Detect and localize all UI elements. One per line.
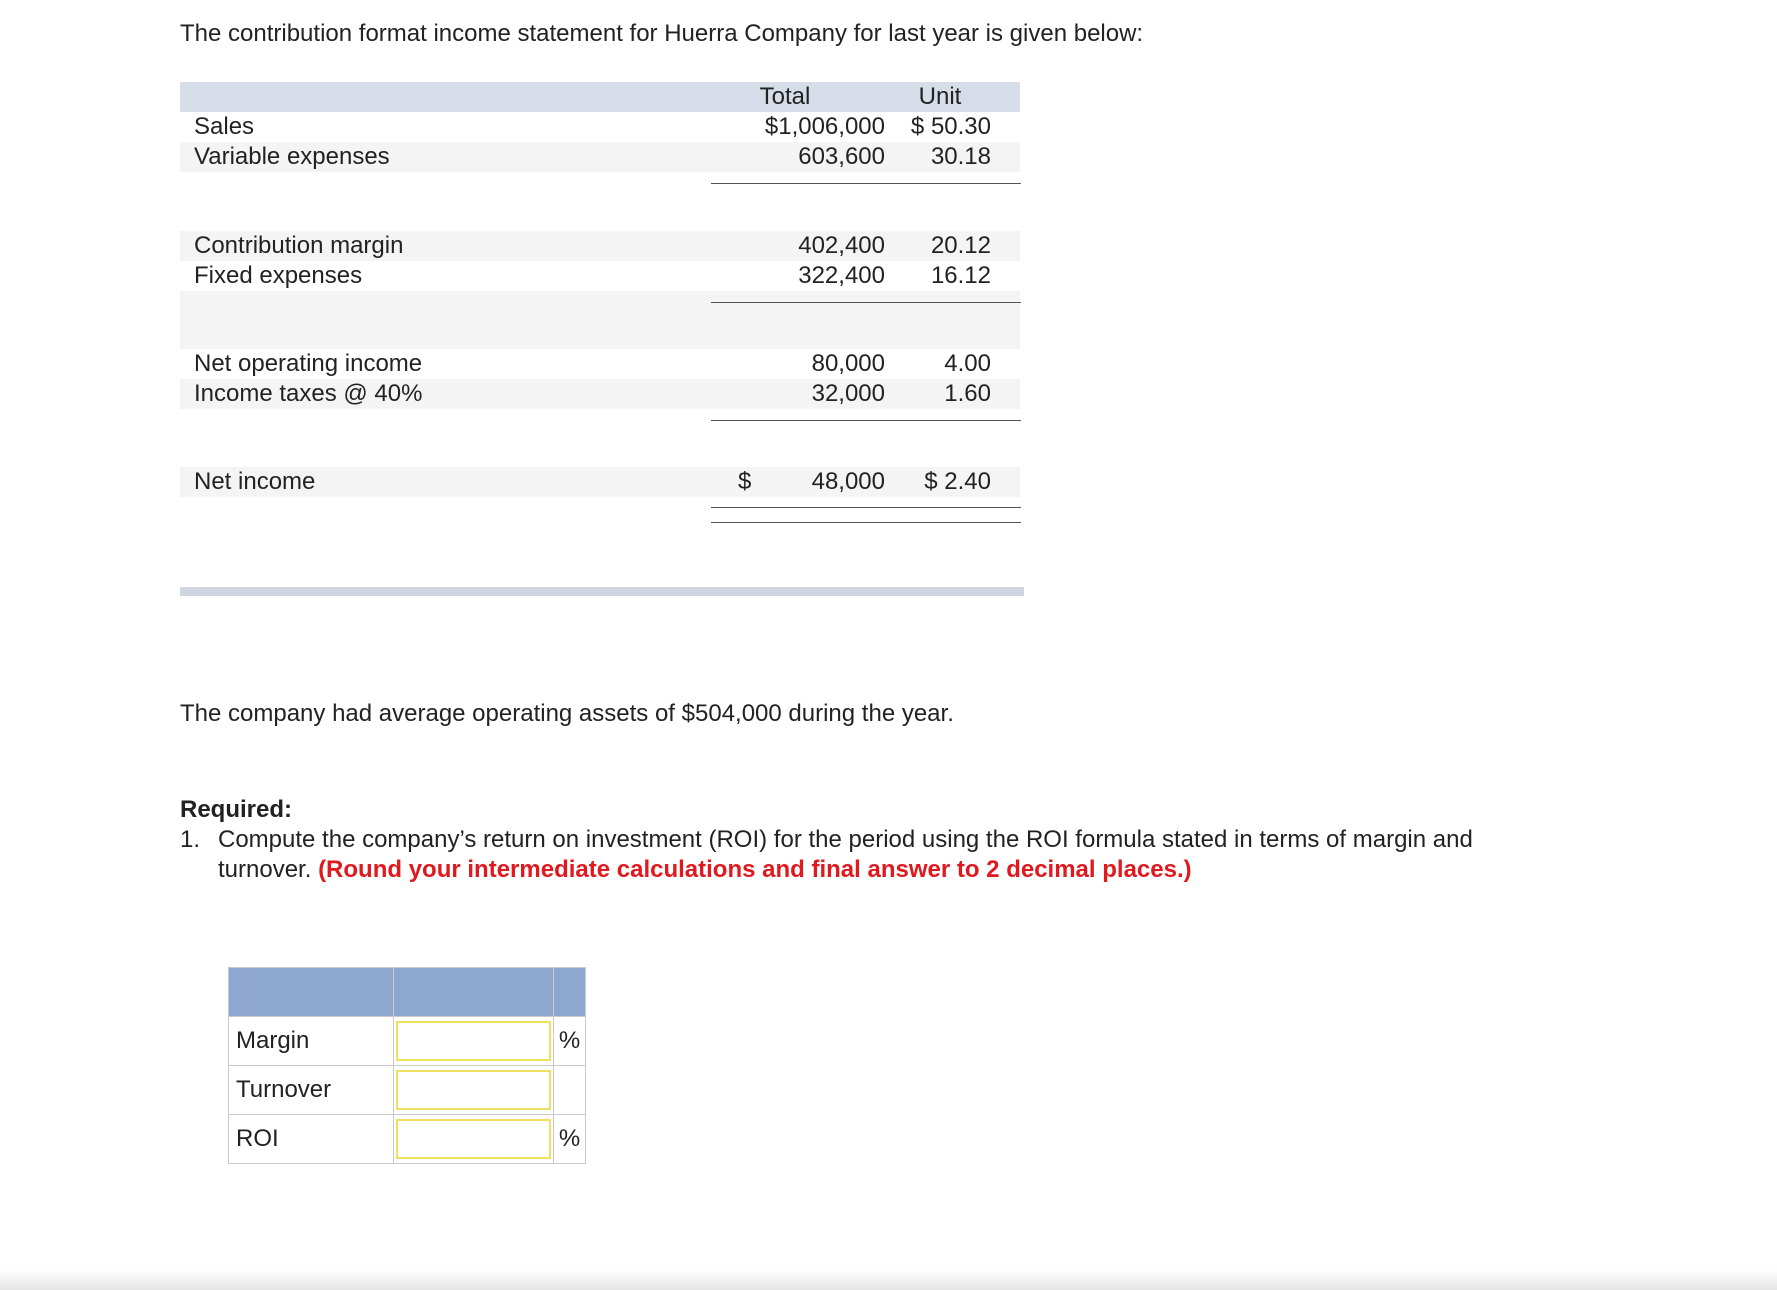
- statement-bottom-bar: [180, 587, 1024, 596]
- net-income-dollar-sign: $: [738, 468, 752, 495]
- turnover-label: Turnover: [229, 1066, 394, 1115]
- roi-unit: %: [554, 1115, 586, 1164]
- column-header-unit: Unit: [918, 83, 962, 110]
- row-label-income-taxes: Income taxes @ 40%: [194, 380, 423, 407]
- fixed-expenses-unit: 16.12: [930, 262, 991, 289]
- row-band: [180, 291, 1020, 349]
- row-label-net-operating-income: Net operating income: [194, 350, 423, 377]
- answer-grid-header: [229, 968, 586, 1017]
- required-item-text: Compute the company’s return on investment (ROI) for the period using the ROI formula stated in terms of margin and turnover.: [218, 826, 1473, 883]
- roi-label: ROI: [229, 1115, 394, 1164]
- sales-total: $1,006,000: [764, 113, 885, 140]
- net-income-unit: $ 2.40: [924, 468, 991, 495]
- header-cell: [554, 968, 586, 1017]
- contribution-margin-total: 402,400: [798, 232, 885, 259]
- required-section: [180, 795, 1480, 885]
- answer-row-margin: [229, 1017, 586, 1066]
- turnover-unit: [554, 1066, 586, 1115]
- rounding-hint: (Round your intermediate calculations and final answer to 2 decimal places.): [318, 856, 1192, 883]
- variable-expenses-unit: 30.18: [930, 143, 991, 170]
- net-income-total: 48,000: [811, 468, 885, 495]
- column-header-total: Total: [759, 83, 811, 110]
- row-label-net-income: Net income: [194, 468, 316, 495]
- subtotal-rule: [711, 420, 1021, 421]
- row-label-variable-expenses: Variable expenses: [194, 143, 390, 170]
- sales-unit: $ 50.30: [910, 113, 991, 140]
- net-operating-income-total: 80,000: [811, 350, 885, 377]
- answer-row-roi: [229, 1115, 586, 1164]
- income-taxes-total: 32,000: [811, 380, 885, 407]
- required-title: Required:: [180, 796, 293, 823]
- margin-unit: %: [554, 1017, 586, 1066]
- answer-row-turnover: [229, 1066, 586, 1115]
- bottom-fade: [0, 1270, 1777, 1290]
- row-label-fixed-expenses: Fixed expenses: [194, 262, 363, 289]
- turnover-input[interactable]: [396, 1070, 551, 1110]
- row-label-sales: Sales: [194, 113, 255, 140]
- double-rule-bottom: [711, 522, 1021, 523]
- margin-cell: [394, 1017, 554, 1066]
- fixed-expenses-total: 322,400: [798, 262, 885, 289]
- assets-text: The company had average operating assets of $504,000 during the year.: [180, 700, 954, 727]
- subtotal-rule: [711, 302, 1021, 303]
- answer-grid: [228, 967, 586, 1164]
- required-item: [180, 825, 1480, 885]
- margin-label: Margin: [229, 1017, 394, 1066]
- header-cell: [229, 968, 394, 1017]
- variable-expenses-total: 603,600: [798, 143, 885, 170]
- roi-cell: [394, 1115, 554, 1164]
- double-rule-top: [711, 507, 1021, 508]
- income-taxes-unit: 1.60: [944, 380, 991, 407]
- net-operating-income-unit: 4.00: [944, 350, 991, 377]
- margin-input[interactable]: [396, 1021, 551, 1061]
- contribution-margin-unit: 20.12: [930, 232, 991, 259]
- required-item-number: 1.: [180, 826, 201, 853]
- roi-input[interactable]: [396, 1119, 551, 1159]
- turnover-cell: [394, 1066, 554, 1115]
- header-cell: [394, 968, 554, 1017]
- intro-text: The contribution format income statement for Huerra Company for last year is given below:: [180, 20, 1144, 47]
- subtotal-rule: [711, 183, 1021, 184]
- row-label-contribution-margin: Contribution margin: [194, 232, 404, 259]
